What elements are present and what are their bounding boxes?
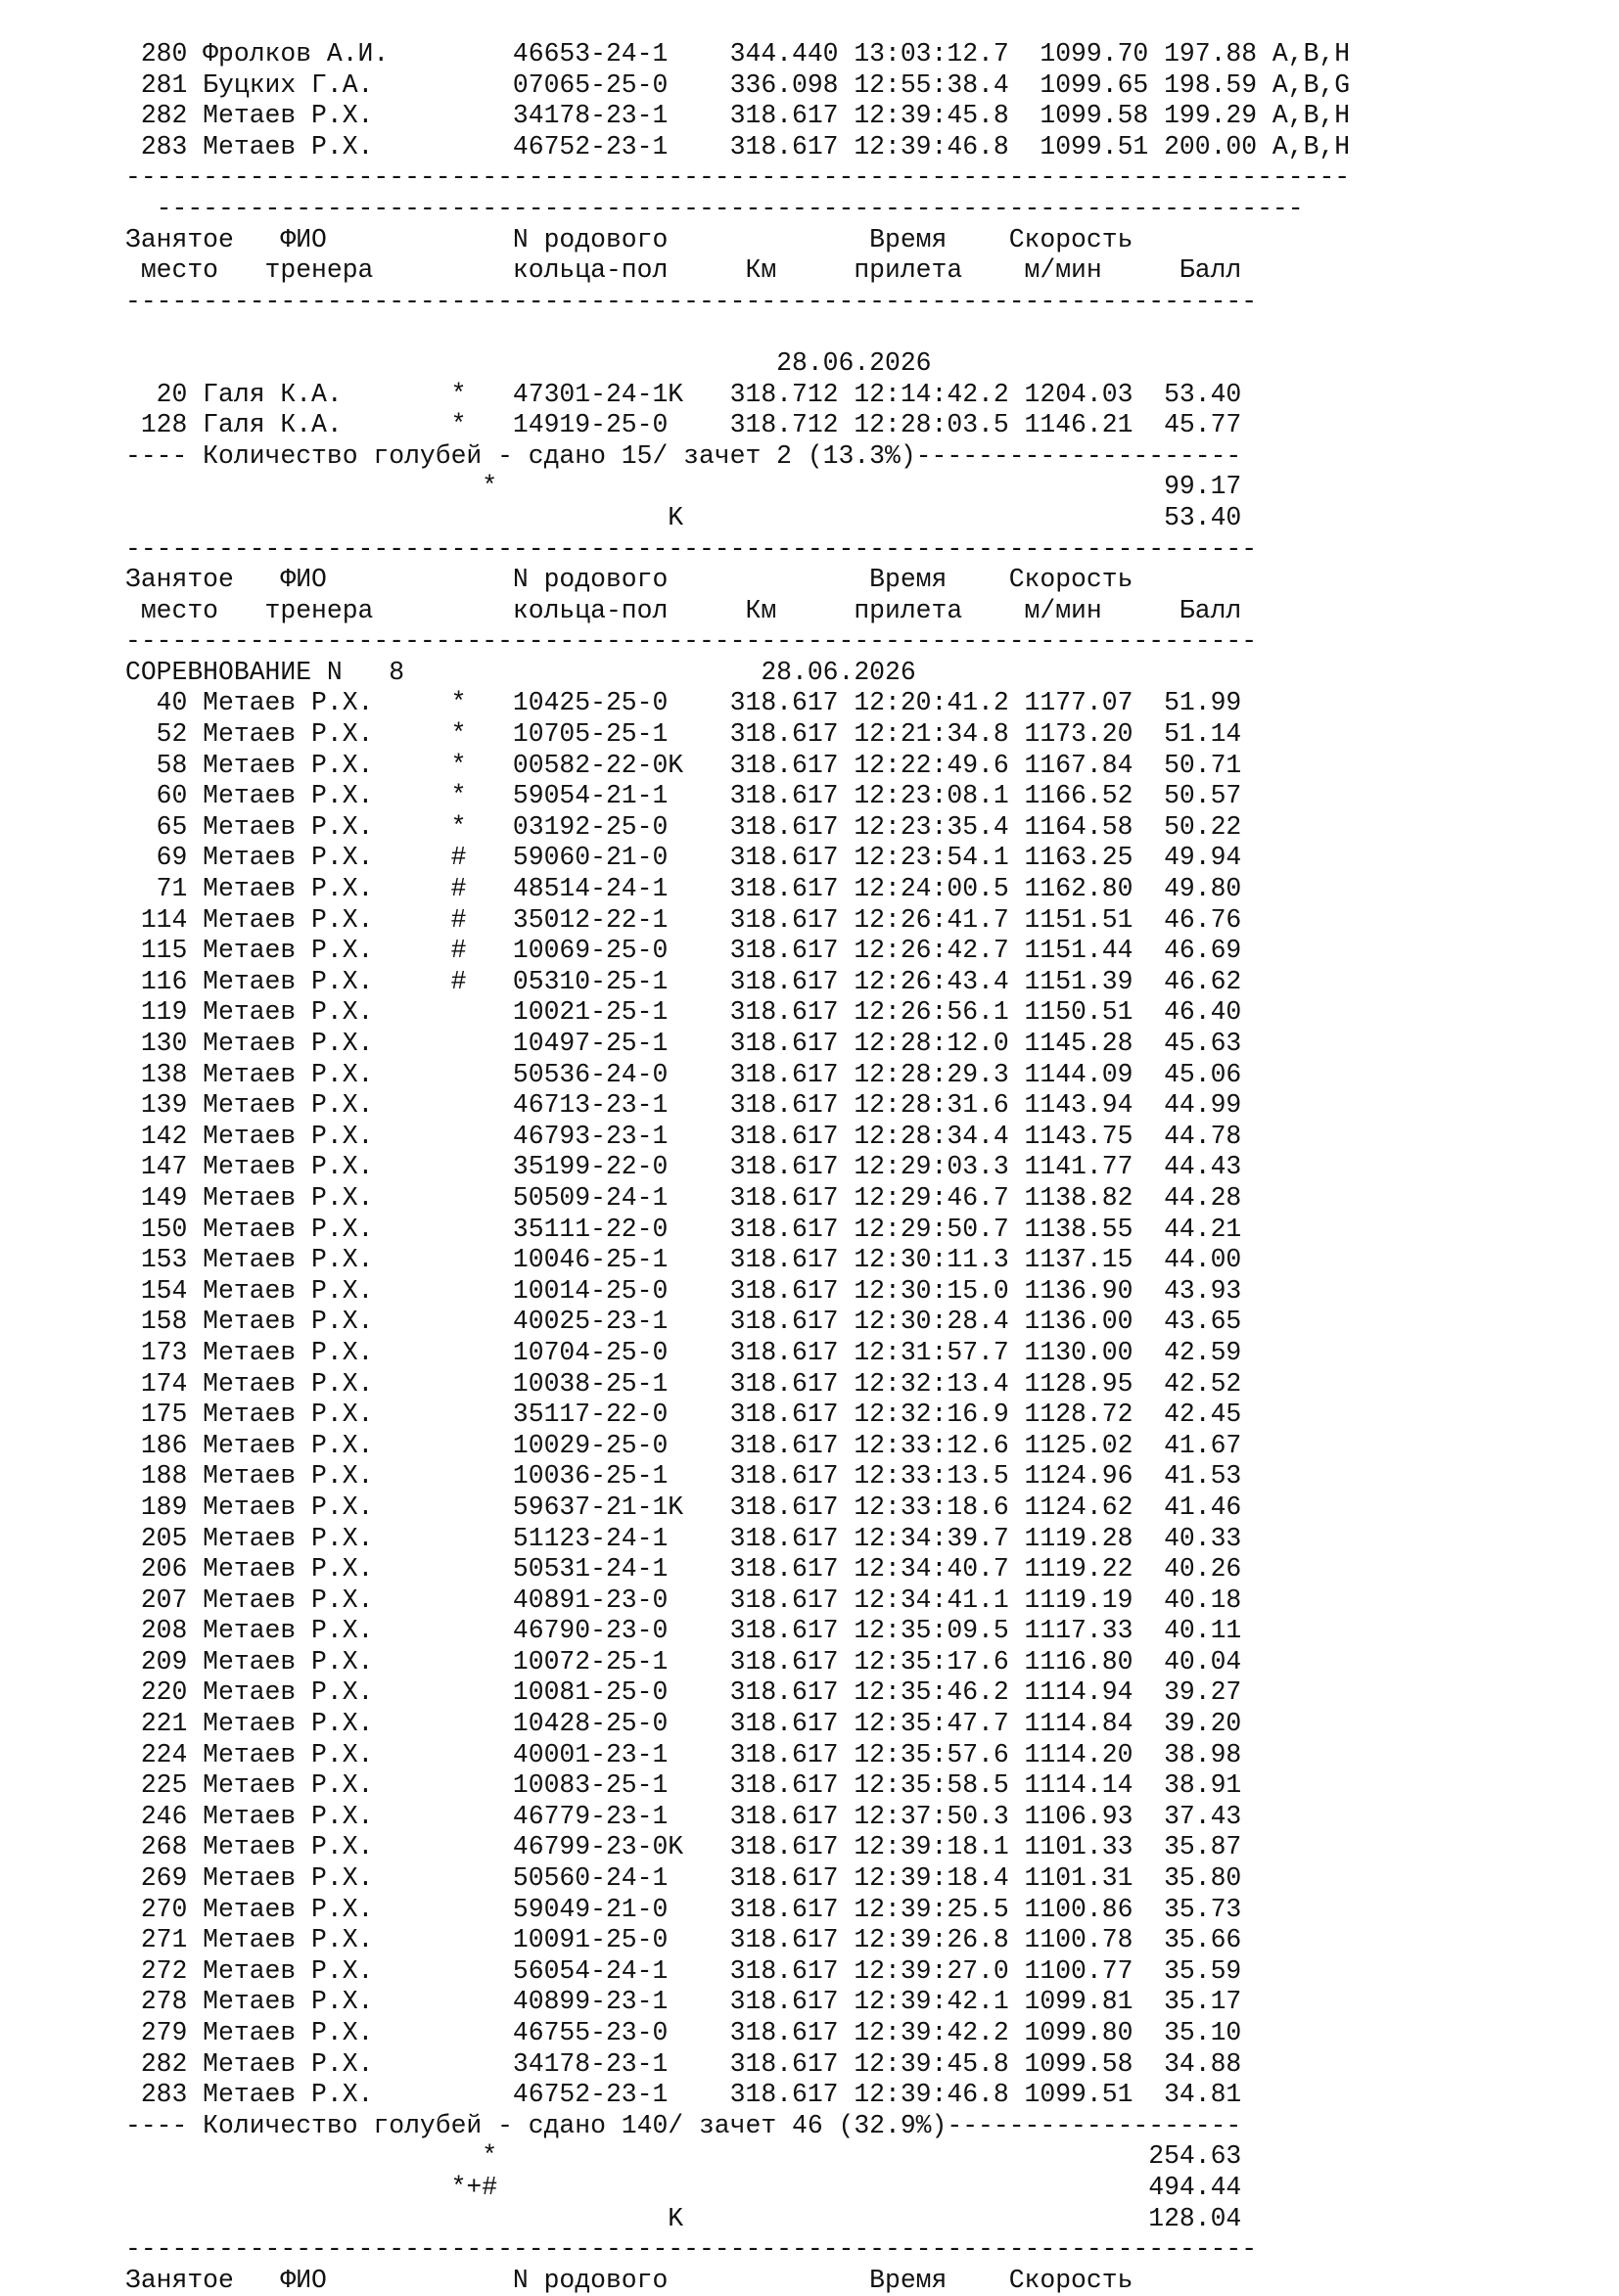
report-line: 271 Метаев Р.Х. 10091-25-0 318.617 12:39:26.8 1100.78 35.66 (125, 1925, 1242, 1955)
report-line: 269 Метаев Р.Х. 50560-24-1 318.617 12:39:18.4 1101.31 35.80 (125, 1863, 1242, 1894)
report-line: ------------------------------------------------------------------------------- (125, 162, 1351, 193)
report-line: K 128.04 (125, 2203, 1242, 2233)
report-line: 279 Метаев Р.Х. 46755-23-0 318.617 12:39:42.2 1099.80 35.10 (125, 2018, 1242, 2047)
report-line: 207 Метаев Р.Х. 40891-23-0 318.617 12:34:41.1 1119.19 40.18 (125, 1584, 1242, 1615)
report-line: *+# 494.44 (125, 2172, 1242, 2202)
report-line: 189 Метаев Р.Х. 59637-21-1K 318.617 12:33:18.6 1124.62 41.46 (125, 1492, 1242, 1522)
report-line: ---- Количество голубей - сдано 140/ зачет 46 (32.9%)------------------- (125, 2110, 1242, 2140)
report-line: 20 Галя К.А. * 47301-24-1K 318.712 12:14:42.2 1204.03 53.40 (125, 379, 1242, 409)
report-line: ------------------------------------------------------------------------- (125, 533, 1258, 564)
report-line: 28.06.2026 (125, 347, 932, 378)
report-line: 58 Метаев Р.Х. * 00582-22-0K 318.617 12:22:49.6 1167.84 50.71 (125, 750, 1242, 780)
report-line: 209 Метаев Р.Х. 10072-25-1 318.617 12:35:17.6 1116.80 40.04 (125, 1646, 1242, 1676)
report-line: 71 Метаев Р.Х. # 48514-24-1 318.617 12:24:00.5 1162.80 49.80 (125, 874, 1242, 904)
report-line: СОРЕВНОВАНИЕ N 8 28.06.2026 (125, 657, 916, 687)
results-report (125, 39, 1350, 2296)
report-line: 147 Метаев Р.Х. 35199-22-0 318.617 12:29:03.3 1141.77 44.43 (125, 1152, 1242, 1182)
report-line: 116 Метаев Р.Х. # 05310-25-1 318.617 12:26:43.4 1151.39 46.62 (125, 966, 1242, 996)
report-line: 206 Метаев Р.Х. 50531-24-1 318.617 12:34:40.7 1119.22 40.26 (125, 1554, 1242, 1584)
report-line: 246 Метаев Р.Х. 46779-23-1 318.617 12:37:50.3 1106.93 37.43 (125, 1801, 1242, 1831)
report-line: Занятое ФИО N родового Время Скорость (125, 2265, 1133, 2295)
report-line: 208 Метаев Р.Х. 46790-23-0 318.617 12:35:09.5 1117.33 40.11 (125, 1616, 1242, 1646)
report-line: 69 Метаев Р.Х. # 59060-21-0 318.617 12:23:54.1 1163.25 49.94 (125, 843, 1242, 873)
report-line: 283 Метаев Р.Х. 46752-23-1 318.617 12:39:46.8 1099.51 34.81 (125, 2080, 1242, 2110)
report-line: 225 Метаев Р.Х. 10083-25-1 318.617 12:35:58.5 1114.14 38.91 (125, 1770, 1242, 1801)
report-line: 139 Метаев Р.Х. 46713-23-1 318.617 12:28:31.6 1143.94 44.99 (125, 1090, 1242, 1121)
report-line: ---- Количество голубей - сдано 15/ зачет 2 (13.3%)--------------------- (125, 440, 1242, 471)
report-line: 186 Метаев Р.Х. 10029-25-0 318.617 12:33:12.6 1125.02 41.67 (125, 1430, 1242, 1460)
report-line: Занятое ФИО N родового Время Скорость (125, 565, 1133, 595)
report-line: * 99.17 (125, 472, 1242, 502)
report-line: 142 Метаев Р.Х. 46793-23-1 318.617 12:28:34.4 1143.75 44.78 (125, 1121, 1242, 1151)
report-line: 114 Метаев Р.Х. # 35012-22-1 318.617 12:26:41.7 1151.51 46.76 (125, 904, 1242, 935)
report-line: место тренера кольца-пол Км прилета м/мин Балл (125, 255, 1242, 286)
report-line: 278 Метаев Р.Х. 40899-23-1 318.617 12:39:42.1 1099.81 35.17 (125, 1987, 1242, 2017)
report-line: ------------------------------------------------------------------------- (125, 2234, 1258, 2265)
report-line: 60 Метаев Р.Х. * 59054-21-1 318.617 12:23:08.1 1166.52 50.57 (125, 781, 1242, 811)
report-line: 173 Метаев Р.Х. 10704-25-0 318.617 12:31:57.7 1130.00 42.59 (125, 1337, 1242, 1367)
report-line: -------------------------------------------------------------------------- (125, 193, 1304, 223)
report-line: 175 Метаев Р.Х. 35117-22-0 318.617 12:32:16.9 1128.72 42.45 (125, 1400, 1242, 1430)
report-line: 188 Метаев Р.Х. 10036-25-1 318.617 12:33:13.5 1124.96 41.53 (125, 1461, 1242, 1492)
report-line: 205 Метаев Р.Х. 51123-24-1 318.617 12:34:39.7 1119.28 40.33 (125, 1523, 1242, 1553)
report-line: 52 Метаев Р.Х. * 10705-25-1 318.617 12:21:34.8 1173.20 51.14 (125, 719, 1242, 750)
report-line (125, 317, 1350, 348)
report-line: 272 Метаев Р.Х. 56054-24-1 318.617 12:39:27.0 1100.77 35.59 (125, 1955, 1242, 1986)
report-line: 283 Метаев Р.Х. 46752-23-1 318.617 12:39:46.8 1099.51 200.00 A,B,H (125, 131, 1351, 161)
report-line: 40 Метаев Р.Х. * 10425-25-0 318.617 12:20:41.2 1177.07 51.99 (125, 688, 1242, 718)
report-line: 115 Метаев Р.Х. # 10069-25-0 318.617 12:26:42.7 1151.44 46.69 (125, 936, 1242, 966)
report-line: 221 Метаев Р.Х. 10428-25-0 318.617 12:35:47.7 1114.84 39.20 (125, 1709, 1242, 1739)
report-line: 282 Метаев Р.Х. 34178-23-1 318.617 12:39:45.8 1099.58 34.88 (125, 2048, 1242, 2079)
report-line: 268 Метаев Р.Х. 46799-23-0K 318.617 12:39:18.1 1101.33 35.87 (125, 1832, 1242, 1862)
report-line: 119 Метаев Р.Х. 10021-25-1 318.617 12:26:56.1 1150.51 46.40 (125, 997, 1242, 1028)
report-line: 138 Метаев Р.Х. 50536-24-0 318.617 12:28:29.3 1144.09 45.06 (125, 1059, 1242, 1089)
report-line: 280 Фролков А.И. 46653-24-1 344.440 13:03:12.7 1099.70 197.88 A,B,H (125, 39, 1351, 69)
report-line: ------------------------------------------------------------------------- (125, 286, 1258, 316)
report-line: 281 Буцких Г.А. 07065-25-0 336.098 12:55:38.4 1099.65 198.59 A,B,G (125, 69, 1351, 100)
report-line: ------------------------------------------------------------------------- (125, 626, 1258, 657)
report-line: 158 Метаев Р.Х. 40025-23-1 318.617 12:30:28.4 1136.00 43.65 (125, 1307, 1242, 1337)
report-line: 220 Метаев Р.Х. 10081-25-0 318.617 12:35:46.2 1114.94 39.27 (125, 1677, 1242, 1708)
report-line: 282 Метаев Р.Х. 34178-23-1 318.617 12:39:45.8 1099.58 199.29 A,B,H (125, 101, 1351, 131)
report-line: 149 Метаев Р.Х. 50509-24-1 318.617 12:29:46.7 1138.82 44.28 (125, 1182, 1242, 1213)
report-line: Занятое ФИО N родового Время Скорость (125, 224, 1133, 254)
report-line: 65 Метаев Р.Х. * 03192-25-0 318.617 12:23:35.4 1164.58 50.22 (125, 811, 1242, 842)
report-line: 128 Галя К.А. * 14919-25-0 318.712 12:28:03.5 1146.21 45.77 (125, 410, 1242, 440)
report-line: 150 Метаев Р.Х. 35111-22-0 318.617 12:29:50.7 1138.55 44.21 (125, 1214, 1242, 1244)
report-line: 154 Метаев Р.Х. 10014-25-0 318.617 12:30:15.0 1136.90 43.93 (125, 1275, 1242, 1306)
report-line: * 254.63 (125, 2141, 1242, 2172)
report-line: 153 Метаев Р.Х. 10046-25-1 318.617 12:30:11.3 1137.15 44.00 (125, 1245, 1242, 1275)
report-line: 224 Метаев Р.Х. 40001-23-1 318.617 12:35:57.6 1114.20 38.98 (125, 1739, 1242, 1769)
report-line: 270 Метаев Р.Х. 59049-21-0 318.617 12:39:25.5 1100.86 35.73 (125, 1894, 1242, 1924)
report-line: 174 Метаев Р.Х. 10038-25-1 318.617 12:32:13.4 1128.95 42.52 (125, 1368, 1242, 1399)
report-line: K 53.40 (125, 502, 1242, 532)
report-line: 130 Метаев Р.Х. 10497-25-1 318.617 12:28:12.0 1145.28 45.63 (125, 1029, 1242, 1058)
report-line: место тренера кольца-пол Км прилета м/мин Балл (125, 595, 1242, 625)
